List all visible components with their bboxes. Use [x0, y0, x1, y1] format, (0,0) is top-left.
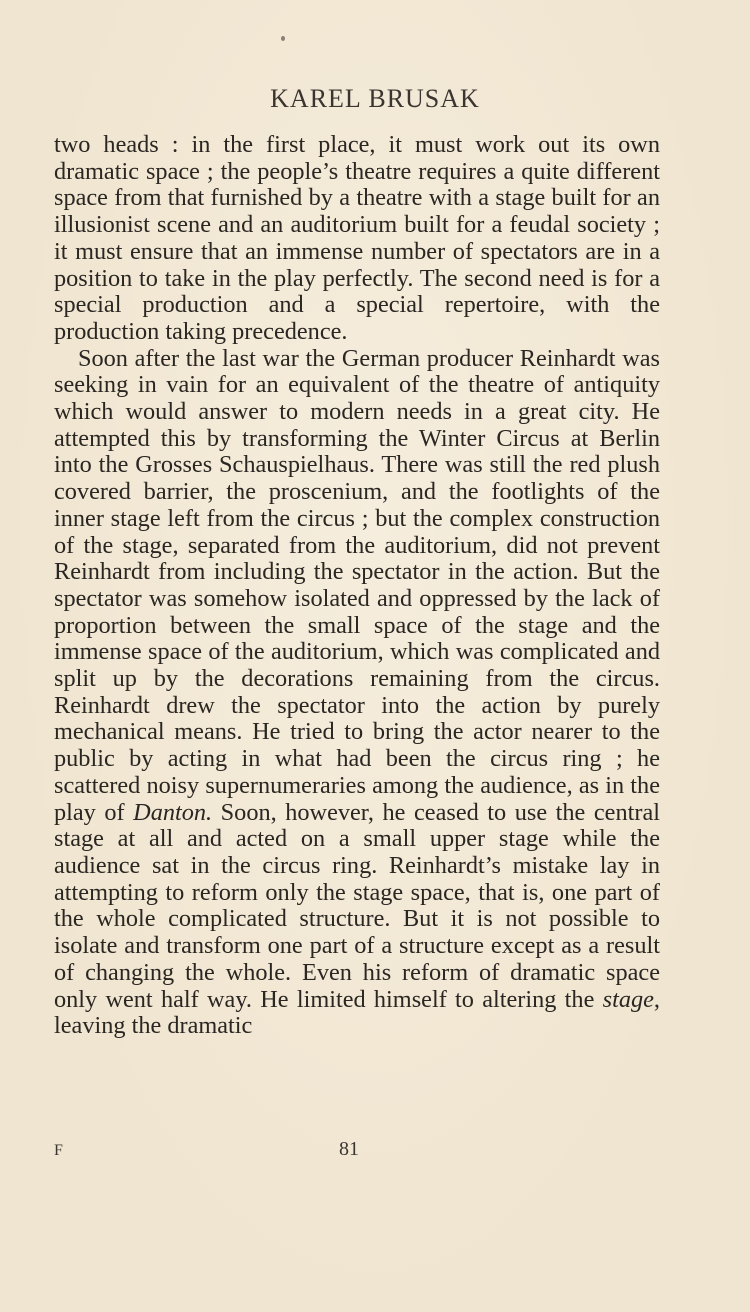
paper-speck: [281, 36, 285, 41]
paragraph-1-text: two heads : in the first place, it must work out its own dramatic space ; the people’s theatre requires a quite different space from that furnished by a theatre with a stage built for an illusionist scene and an auditorium built for a feudal society ; it must ensure that an immense number of spectators are in a position to take in the play perfectly. The second need is for a special production and a special repertoire, with the production taking precedence.: [54, 131, 660, 345]
body-text: [54, 132, 660, 1040]
paragraph-2: [54, 346, 660, 1040]
paragraph-1: [54, 132, 660, 346]
paragraph-2-text-a: Soon after the last war the German producer Reinhardt was seeking in vain for an equivalent of the theatre of antiquity which would answer to modern needs in a great city. He attempted this by transforming the Winter Circus at Berlin into the Grosses Schauspielhaus. There was still the red plush covered barrier, the proscenium, and the footlights of the inner stage left from the circus ; but the complex construction of the stage, separated from the auditorium, did not prevent Reinhardt from including the spectator in the action. But the spectator was somehow isolated and oppressed by the lack of proportion between the small space of the stage and the immense space of the auditorium, which was complicated and split up by the decorations remaining from the circus. Reinhardt drew the spectator into the action by purely mechanical means. He tried to bring the actor nearer to the public by acting in what had been the circus ring ; he scattered noisy supernumeraries among the audience, as in the play of: [54, 344, 660, 826]
italic-title-danton: Danton.: [133, 798, 213, 826]
paragraph-2-text-b: Soon, however, he ceased to use the central stage at all and acted on a small upper stage while the audience sat in the circus ring. Reinhardt’s mistake lay in attempting to reform only the stage space, that is, one part of the whole complicated structure. But it is not possible to isolate and transform one part of a structure except as a result of changing the whole. Even his reform of dramatic space only went half way. He limited himself to altering the: [54, 798, 660, 1013]
running-head: KAREL BRUSAK: [270, 84, 480, 113]
paragraph-2-text-c: , leaving the dramatic: [54, 985, 660, 1040]
signature-mark: F: [54, 1142, 63, 1159]
italic-word-stage: stage: [602, 985, 654, 1013]
page-number: 81: [339, 1138, 359, 1160]
